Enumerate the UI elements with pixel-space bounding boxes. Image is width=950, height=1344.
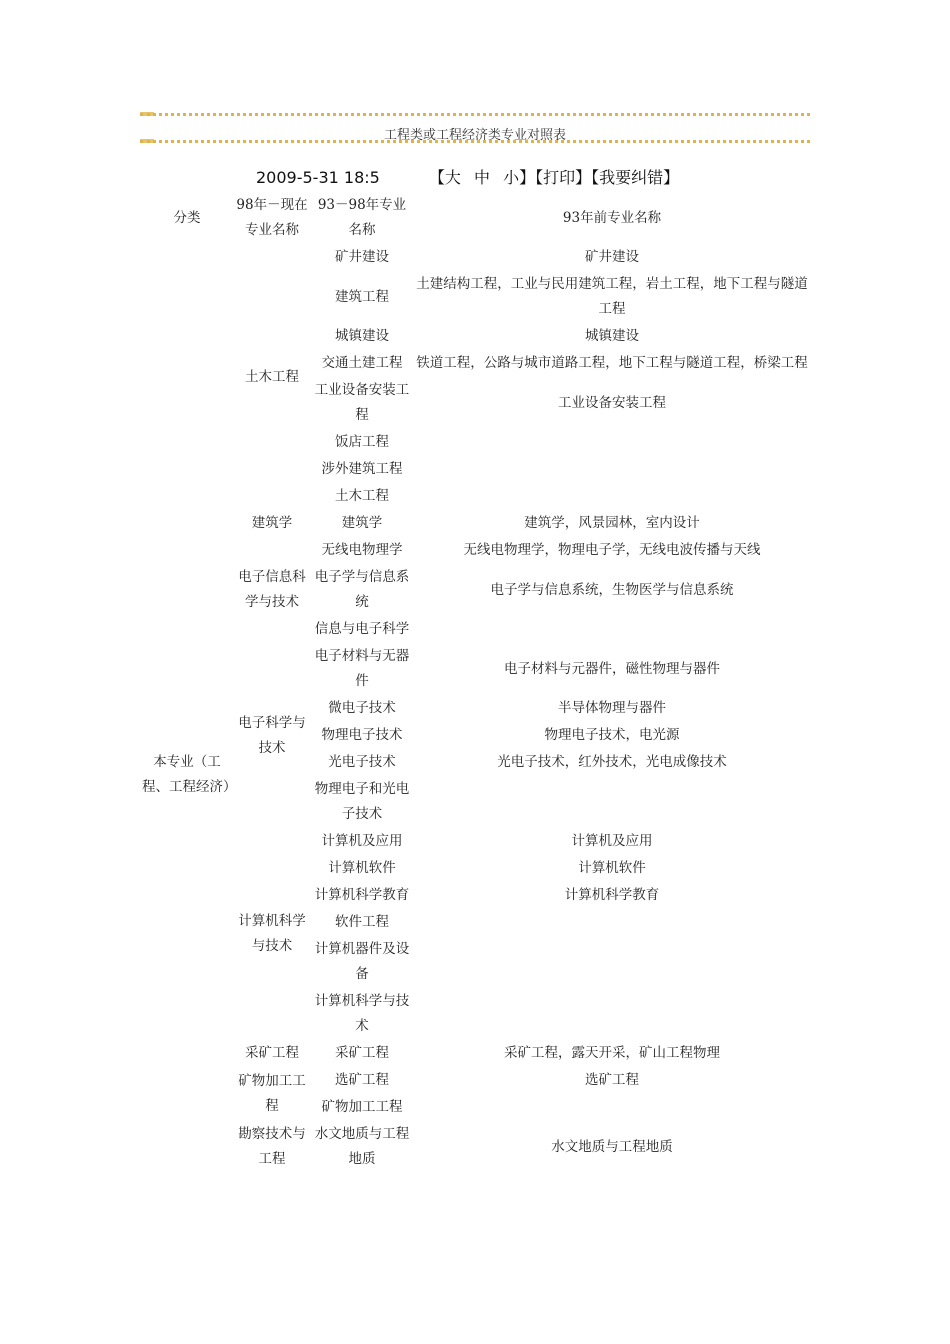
major-pre-93-cell: 水文地质与工程地质 [551,1138,673,1155]
major-pre-93-cell: 选矿工程 [585,1072,639,1088]
column-header-major-98: 98年－现在专业名称 [236,197,308,238]
major-pre-93-cell [414,776,810,828]
major-pre-93-cell: 无线电物理学，物理电子学，无线电波传播与天线 [463,542,761,558]
major-93-98-cell: 土木工程 [335,488,389,504]
major-93-98-cell: 计算机软件 [328,860,396,876]
major-93-98-cell: 电子材料与无器件 [314,648,410,689]
major-pre-93-cell [414,616,810,643]
major-93-98-cell: 矿井建设 [335,249,389,265]
major-pre-93-cell [414,936,810,988]
major-93-98-cell: 计算机及应用 [321,833,403,849]
column-header-category: 分类 [173,209,201,226]
major-group-cell: 电子信息科学与技术 [238,569,306,610]
category-empty-cell [140,1121,234,1173]
font-size-large-link[interactable]: 【大 [428,168,461,187]
column-header-major-93-98: 93－98年专业名称 [317,197,407,238]
major-pre-93-cell [414,483,810,510]
major-93-98-cell: 物理电子技术 [321,727,403,743]
major-93-98-cell: 建筑学 [341,515,383,531]
category-empty-cell [140,244,234,510]
major-pre-93-cell: 铁道工程，公路与城市道路工程，地下工程与隧道工程，桥梁工程 [416,355,808,371]
major-pre-93-cell [414,429,810,456]
major-93-98-cell: 涉外建筑工程 [321,461,403,477]
major-pre-93-cell: 半导体物理与器件 [558,700,666,716]
major-pre-93-cell: 城镇建设 [585,328,639,344]
major-group-cell: 采矿工程 [245,1045,299,1061]
table-row [140,1121,810,1173]
major-group-cell: 勘察技术与工程 [238,1126,306,1167]
table-row [140,510,810,537]
category-empty-cell [140,1067,234,1121]
major-pre-93-cell: 计算机软件 [578,860,646,876]
major-93-98-cell: 计算机科学与技术 [314,993,410,1034]
font-size-small-link[interactable]: 小】 [503,168,536,187]
major-93-98-cell: 采矿工程 [335,1045,389,1061]
category-cell: 本专业（工程、工程经济） [142,754,237,795]
table-body [140,244,810,1173]
table-row [140,1040,810,1067]
major-93-98-cell: 矿物加工工程 [321,1099,403,1115]
table-row [140,1067,810,1094]
major-pre-93-cell: 电子学与信息系统，生物医学与信息系统 [490,581,734,598]
category-empty-cell [140,1040,234,1067]
major-group-cell: 土木工程 [245,368,299,385]
bottom-dotted-divider [140,140,810,143]
major-pre-93-cell [414,988,810,1040]
major-93-98-cell: 建筑工程 [335,288,389,305]
table-row [140,828,810,855]
major-93-98-cell: 光电子技术 [328,754,396,770]
column-header-major-pre-93: 93年前专业名称 [562,209,662,226]
major-93-98-cell: 软件工程 [335,914,389,930]
major-93-98-cell: 物理电子和光电子技术 [314,781,410,822]
major-pre-93-cell [414,909,810,936]
major-group-cell: 建筑学 [251,515,293,531]
major-pre-93-cell: 计算机科学教育 [564,887,660,903]
major-pre-93-cell: 电子材料与元器件，磁性物理与器件 [504,660,720,677]
major-group-cell: 电子科学与技术 [238,714,306,756]
major-93-98-cell: 饭店工程 [335,434,389,450]
table-row [140,537,810,564]
publish-date: 2009-5-31 18:5 [256,168,380,187]
major-93-98-cell: 计算机器件及设备 [314,941,410,982]
major-pre-93-cell: 物理电子技术，电光源 [544,727,680,743]
major-93-98-cell: 无线电物理学 [321,542,403,558]
top-dotted-divider [140,113,810,116]
table-row [140,244,810,271]
major-pre-93-cell [414,1094,810,1121]
major-pre-93-cell: 工业设备安装工程 [558,394,666,411]
major-93-98-cell: 电子学与信息系统 [314,569,410,610]
major-pre-93-cell: 光电子技术，红外技术，光电成像技术 [497,754,727,770]
major-93-98-cell: 城镇建设 [335,328,389,344]
major-pre-93-cell: 矿井建设 [585,249,639,265]
major-pre-93-cell: 土建结构工程，工业与民用建筑工程，岩土工程，地下工程与隧道工程 [416,276,808,317]
article-meta [256,165,776,188]
major-93-98-cell: 工业设备安装工程 [314,382,410,423]
major-comparison-table [140,192,810,1173]
major-93-98-cell: 选矿工程 [335,1072,389,1088]
major-93-98-cell: 交通土建工程 [321,355,403,371]
major-pre-93-cell: 计算机及应用 [571,833,653,849]
article-controls [429,168,679,187]
major-pre-93-cell: 采矿工程，露天开采，矿山工程物理 [504,1045,720,1061]
major-93-98-cell: 水文地质与工程地质 [314,1126,410,1167]
major-93-98-cell: 计算机科学教育 [314,887,410,903]
report-error-link[interactable]: 【我要纠错】 [591,168,680,187]
table-header-row [140,192,810,244]
major-group-cell: 计算机科学与技术 [238,913,306,954]
major-pre-93-cell: 建筑学，风景园林，室内设计 [524,515,700,531]
major-93-98-cell: 信息与电子科学 [314,621,410,637]
print-link[interactable]: 【打印】 [535,168,592,187]
table-row [140,643,810,695]
page-title: 工程类或工程经济类专业对照表 [383,128,566,143]
font-size-medium-link[interactable]: 中 [474,168,491,187]
major-93-98-cell: 微电子技术 [328,700,396,716]
major-group-cell: 矿物加工工程 [238,1073,306,1114]
major-pre-93-cell [414,456,810,483]
